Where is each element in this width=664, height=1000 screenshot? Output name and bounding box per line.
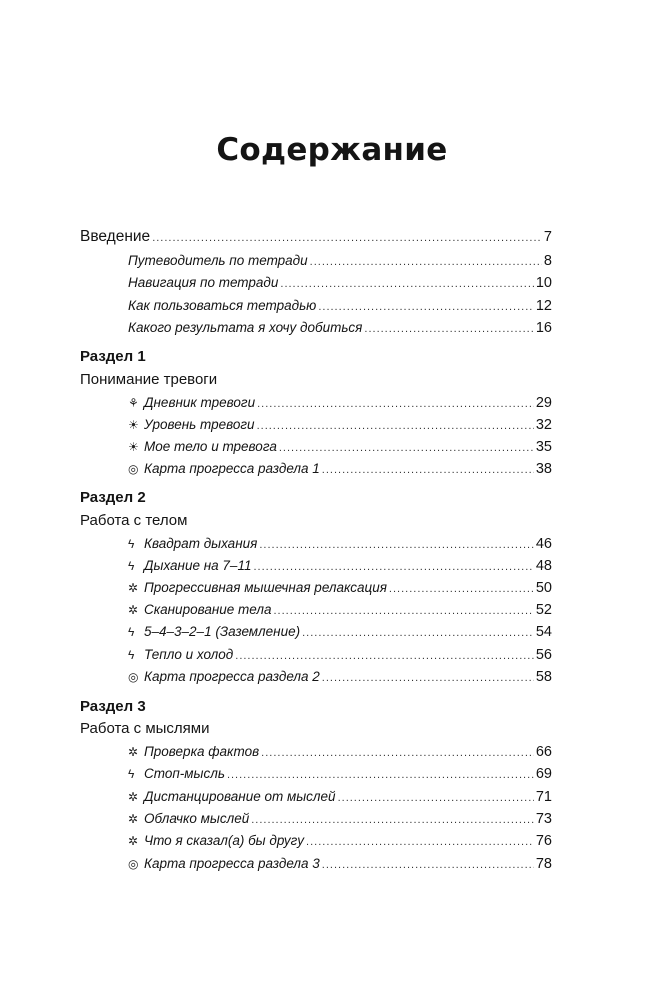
- gear-icon: ✲: [128, 603, 139, 617]
- dot-leader: [310, 251, 542, 273]
- toc-entry-intro[interactable]: [80, 226, 552, 248]
- sun-icon: ☀: [128, 440, 139, 454]
- toc-entry-label: Проверка фактов: [144, 744, 260, 759]
- toc-entry[interactable]: [128, 577, 552, 599]
- toc-entry-label: Как пользоваться тетрадью: [128, 298, 317, 313]
- toc-entry-label: Уровень тревоги: [144, 417, 255, 432]
- dot-leader: [322, 854, 534, 876]
- toc-page-number: 71: [535, 789, 552, 805]
- gear-icon: ✲: [128, 790, 139, 804]
- toc-page-number: 8: [543, 253, 552, 269]
- toc-entry[interactable]: [128, 533, 552, 555]
- toc-page-number: 29: [535, 395, 552, 411]
- toc-entry-label: Тепло и холод: [144, 647, 234, 662]
- toc-page-number: 58: [535, 669, 552, 685]
- gear-icon: ✲: [128, 581, 139, 595]
- toc-entry-label: Дневник тревоги: [144, 395, 256, 410]
- toc-entry-label: Дыхание на 7–11: [144, 558, 252, 573]
- toc-page-number: 50: [535, 580, 552, 596]
- lightning-icon: ϟ: [128, 767, 135, 781]
- toc-entry[interactable]: [128, 250, 552, 272]
- dot-leader: [251, 809, 534, 831]
- toc-entry[interactable]: [128, 458, 552, 480]
- toc-page-number: 52: [535, 602, 552, 618]
- dot-leader: [322, 667, 534, 689]
- dot-leader: [257, 393, 534, 415]
- toc-entry-label: Какого результата я хочу добиться: [128, 320, 363, 335]
- toc-entry[interactable]: [128, 555, 552, 577]
- lightning-icon: ϟ: [128, 537, 135, 551]
- dot-leader: [257, 415, 534, 437]
- toc-entry[interactable]: [128, 853, 552, 875]
- lightning-icon: ϟ: [128, 559, 135, 573]
- toc-entry[interactable]: [128, 621, 552, 643]
- dot-leader: [338, 787, 534, 809]
- toc-entry-label: Прогрессивная мышечная релаксация: [144, 580, 387, 595]
- toc-entry[interactable]: [128, 317, 552, 339]
- lightning-icon: ϟ: [128, 625, 135, 639]
- gear-icon: ✲: [128, 812, 139, 826]
- toc-page-number: 76: [535, 833, 552, 849]
- section-heading: Раздел 3: [80, 698, 146, 715]
- toc-entry-label: Что я сказал(а) бы другу: [144, 833, 305, 848]
- progress-map-icon: ◎: [128, 670, 139, 684]
- section-name: Понимание тревоги: [80, 371, 218, 388]
- dot-leader: [259, 534, 534, 556]
- toc-entry[interactable]: [128, 741, 552, 763]
- toc-entry-label: Карта прогресса раздела 2: [144, 669, 320, 684]
- dot-leader: [227, 764, 534, 786]
- toc-page-number: 73: [535, 811, 552, 827]
- dot-leader: [389, 578, 534, 600]
- toc-entry[interactable]: [128, 436, 552, 458]
- toc-entry-label: 5–4–3–2–1 (Заземление): [144, 624, 301, 639]
- progress-map-icon: ◎: [128, 462, 139, 476]
- dot-leader: [152, 227, 542, 249]
- toc-entry[interactable]: [128, 414, 552, 436]
- toc-entry-label: Карта прогресса раздела 1: [144, 461, 320, 476]
- section-name: Работа с телом: [80, 512, 188, 529]
- toc-page-number: 38: [535, 461, 552, 477]
- toc-entry-label: Путеводитель по тетради: [128, 253, 308, 268]
- section-heading: Раздел 2: [80, 489, 146, 506]
- section-heading: Раздел 1: [80, 348, 146, 365]
- lightning-icon: ϟ: [128, 648, 135, 662]
- dot-leader: [322, 459, 534, 481]
- dot-leader: [302, 622, 534, 644]
- toc-page-number: 54: [535, 624, 552, 640]
- toc-entry[interactable]: [128, 666, 552, 688]
- toc-entry-label: Облачко мыслей: [144, 811, 250, 826]
- toc-entry[interactable]: [128, 392, 552, 414]
- toc-entry-label: Карта прогресса раздела 3: [144, 856, 320, 871]
- toc-page-number: 46: [535, 536, 552, 552]
- dot-leader: [306, 831, 534, 853]
- dot-leader: [279, 437, 534, 459]
- toc-entry[interactable]: [128, 763, 552, 785]
- toc-entry[interactable]: [128, 272, 552, 294]
- toc-page-number: 35: [535, 439, 552, 455]
- toc-entry[interactable]: [128, 830, 552, 852]
- dot-leader: [261, 742, 534, 764]
- toc-page-number: 7: [543, 229, 552, 245]
- toc-entry-label: Квадрат дыхания: [144, 536, 258, 551]
- section-name: Работа с мыслями: [80, 720, 210, 737]
- toc-page-number: 78: [535, 856, 552, 872]
- dot-leader: [364, 318, 533, 340]
- toc-page-number: 12: [535, 298, 552, 314]
- toc-page-number: 10: [535, 275, 552, 291]
- gear-icon: ✲: [128, 745, 139, 759]
- toc-entry[interactable]: [128, 786, 552, 808]
- flower-icon: ⚘: [128, 396, 139, 410]
- toc-entry-label: Сканирование тела: [144, 602, 272, 617]
- dot-leader: [280, 273, 533, 295]
- toc-entry-label: Дистанцирование от мыслей: [144, 789, 336, 804]
- progress-map-icon: ◎: [128, 857, 139, 871]
- dot-leader: [235, 645, 534, 667]
- toc-page-number: 66: [535, 744, 552, 760]
- toc-page-number: 56: [535, 647, 552, 663]
- dot-leader: [318, 296, 534, 318]
- toc-entry-label: Навигация по тетради: [128, 275, 279, 290]
- toc-entry[interactable]: [128, 808, 552, 830]
- sun-icon: ☀: [128, 418, 139, 432]
- toc-entry[interactable]: [128, 644, 552, 666]
- toc-page-number: 16: [535, 320, 552, 336]
- dot-leader: [273, 600, 533, 622]
- toc-entry[interactable]: [128, 599, 552, 621]
- toc-page-number: 69: [535, 766, 552, 782]
- toc-entry-label: Мое тело и тревога: [144, 439, 277, 454]
- page-title: Содержание: [216, 132, 448, 168]
- dot-leader: [253, 556, 533, 578]
- gear-icon: ✲: [128, 834, 139, 848]
- toc-page-number: 48: [535, 558, 552, 574]
- toc-entry[interactable]: [128, 295, 552, 317]
- toc-entry-label: Введение: [80, 228, 151, 245]
- toc-page-number: 32: [535, 417, 552, 433]
- toc-entry-label: Стоп-мысль: [144, 766, 225, 781]
